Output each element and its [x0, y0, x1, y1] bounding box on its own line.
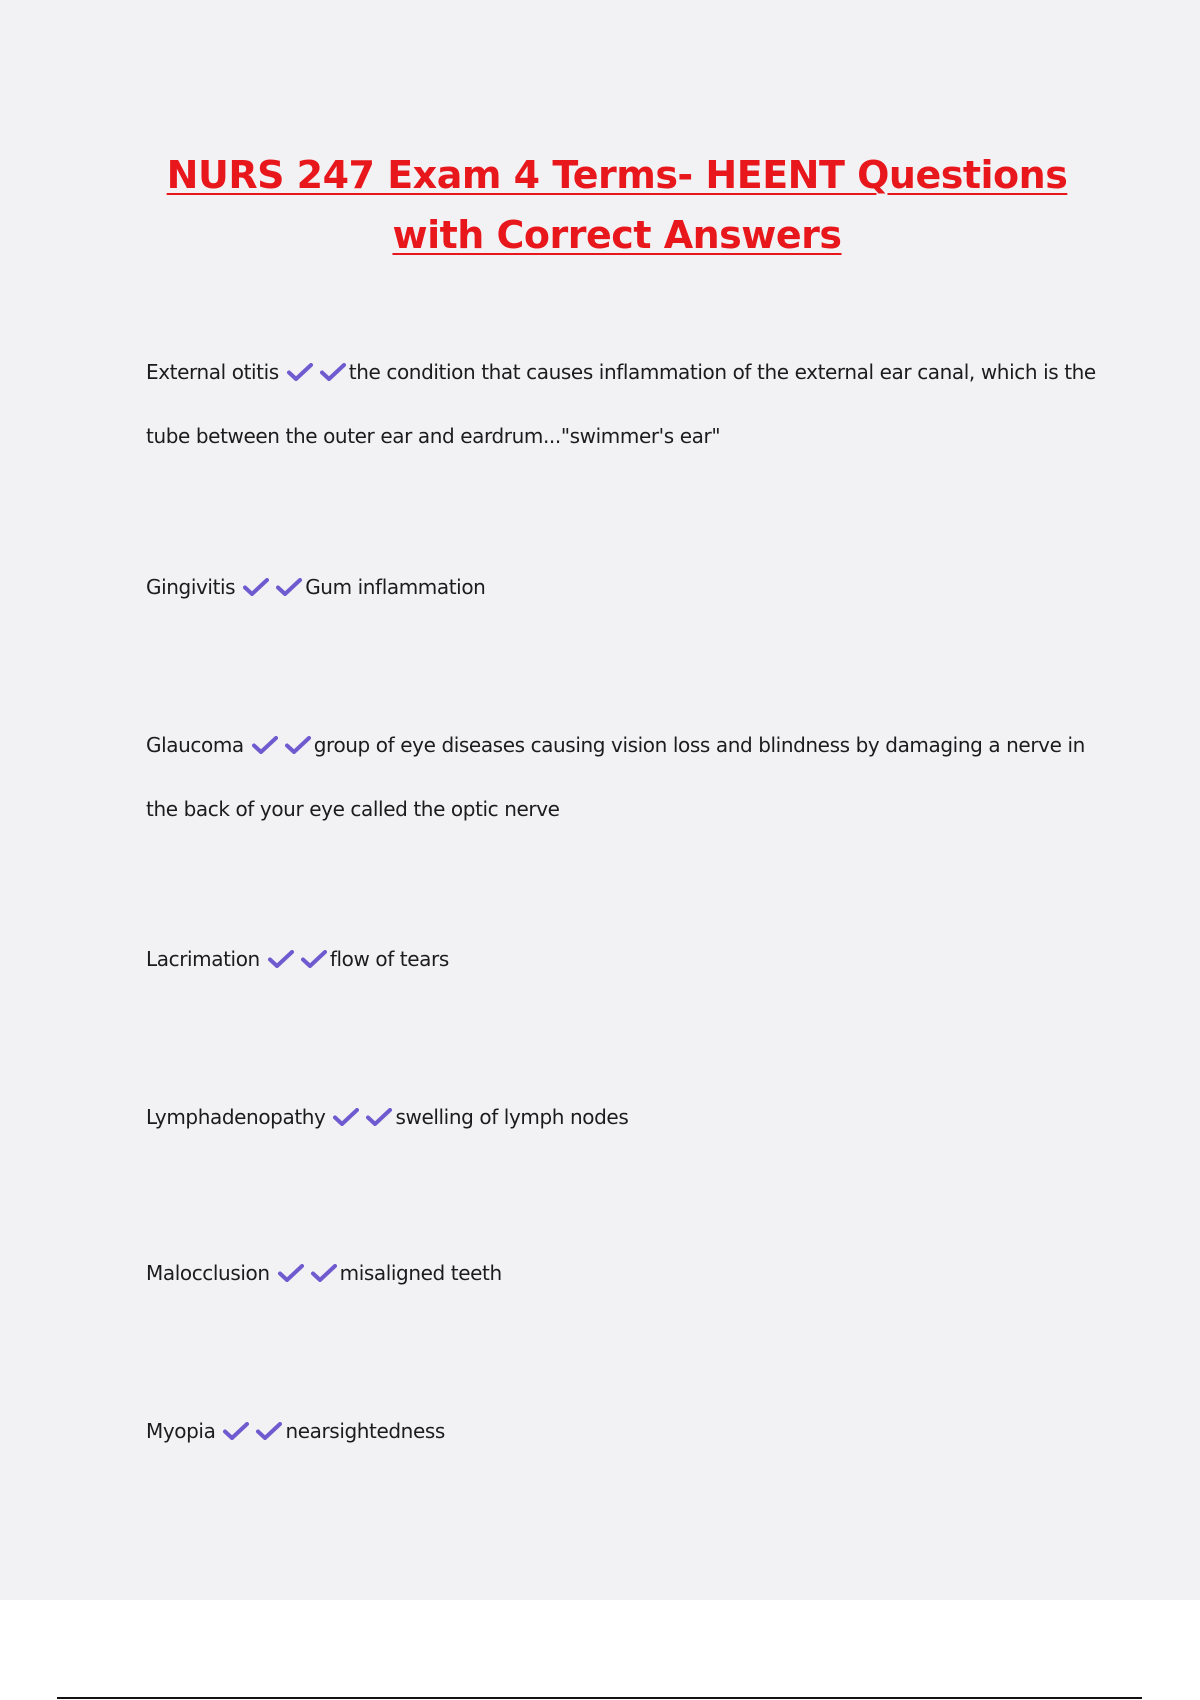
- check-icon: [311, 1264, 337, 1282]
- entry-term: External otitis: [146, 360, 279, 384]
- check-icon: [301, 950, 327, 968]
- answer-marker: [243, 558, 302, 620]
- qa-entry-myopia: [146, 1400, 1096, 1464]
- qa-entry-lacrimation: [146, 928, 1096, 992]
- entry-term: Lacrimation: [146, 947, 260, 971]
- check-icon: [366, 1108, 392, 1126]
- answer-marker: [252, 716, 311, 778]
- check-icon: [320, 363, 346, 381]
- document-title: [0, 145, 1200, 265]
- answer-marker: [287, 343, 346, 405]
- qa-entry-gingivitis: [146, 556, 1096, 620]
- check-icon: [223, 1422, 249, 1440]
- check-icon: [278, 1264, 304, 1282]
- entry-definition: misaligned teeth: [339, 1261, 502, 1285]
- check-icon: [256, 1422, 282, 1440]
- qa-entry-glaucoma: [146, 714, 1096, 840]
- entry-term: Gingivitis: [146, 575, 236, 599]
- answer-marker: [278, 1244, 337, 1306]
- check-icon: [287, 363, 313, 381]
- title-line-2: with Correct Answers: [392, 213, 842, 257]
- qa-entry-lymphadenopathy: [146, 1086, 1096, 1150]
- check-icon: [268, 950, 294, 968]
- qa-entry-external-otitis: [146, 341, 1096, 467]
- answer-marker: [333, 1088, 392, 1150]
- check-icon: [333, 1108, 359, 1126]
- entry-definition: Gum inflammation: [305, 575, 486, 599]
- check-icon: [276, 578, 302, 596]
- check-icon: [243, 578, 269, 596]
- entry-term: Lymphadenopathy: [146, 1105, 326, 1129]
- entry-term: Malocclusion: [146, 1261, 270, 1285]
- entry-definition: nearsightedness: [285, 1419, 445, 1443]
- entry-definition: swelling of lymph nodes: [395, 1105, 629, 1129]
- entry-term: Glaucoma: [146, 733, 244, 757]
- title-line-1: NURS 247 Exam 4 Terms- HEENT Questions: [166, 153, 1068, 197]
- page-bottom-rule: [57, 1697, 1142, 1699]
- entry-definition: flow of tears: [329, 947, 449, 971]
- answer-marker: [268, 930, 327, 992]
- entry-term: Myopia: [146, 1419, 216, 1443]
- check-icon: [285, 736, 311, 754]
- qa-entry-malocclusion: [146, 1242, 1096, 1306]
- entry-definition: the condition that causes inflammation of the external ear canal, which is the tube between the outer ear and eardrum..."swimmer's ear": [146, 360, 1096, 448]
- answer-marker: [223, 1402, 282, 1464]
- check-icon: [252, 736, 278, 754]
- entry-definition: group of eye diseases causing vision loss and blindness by damaging a nerve in the back of your eye called the optic nerve: [146, 733, 1085, 821]
